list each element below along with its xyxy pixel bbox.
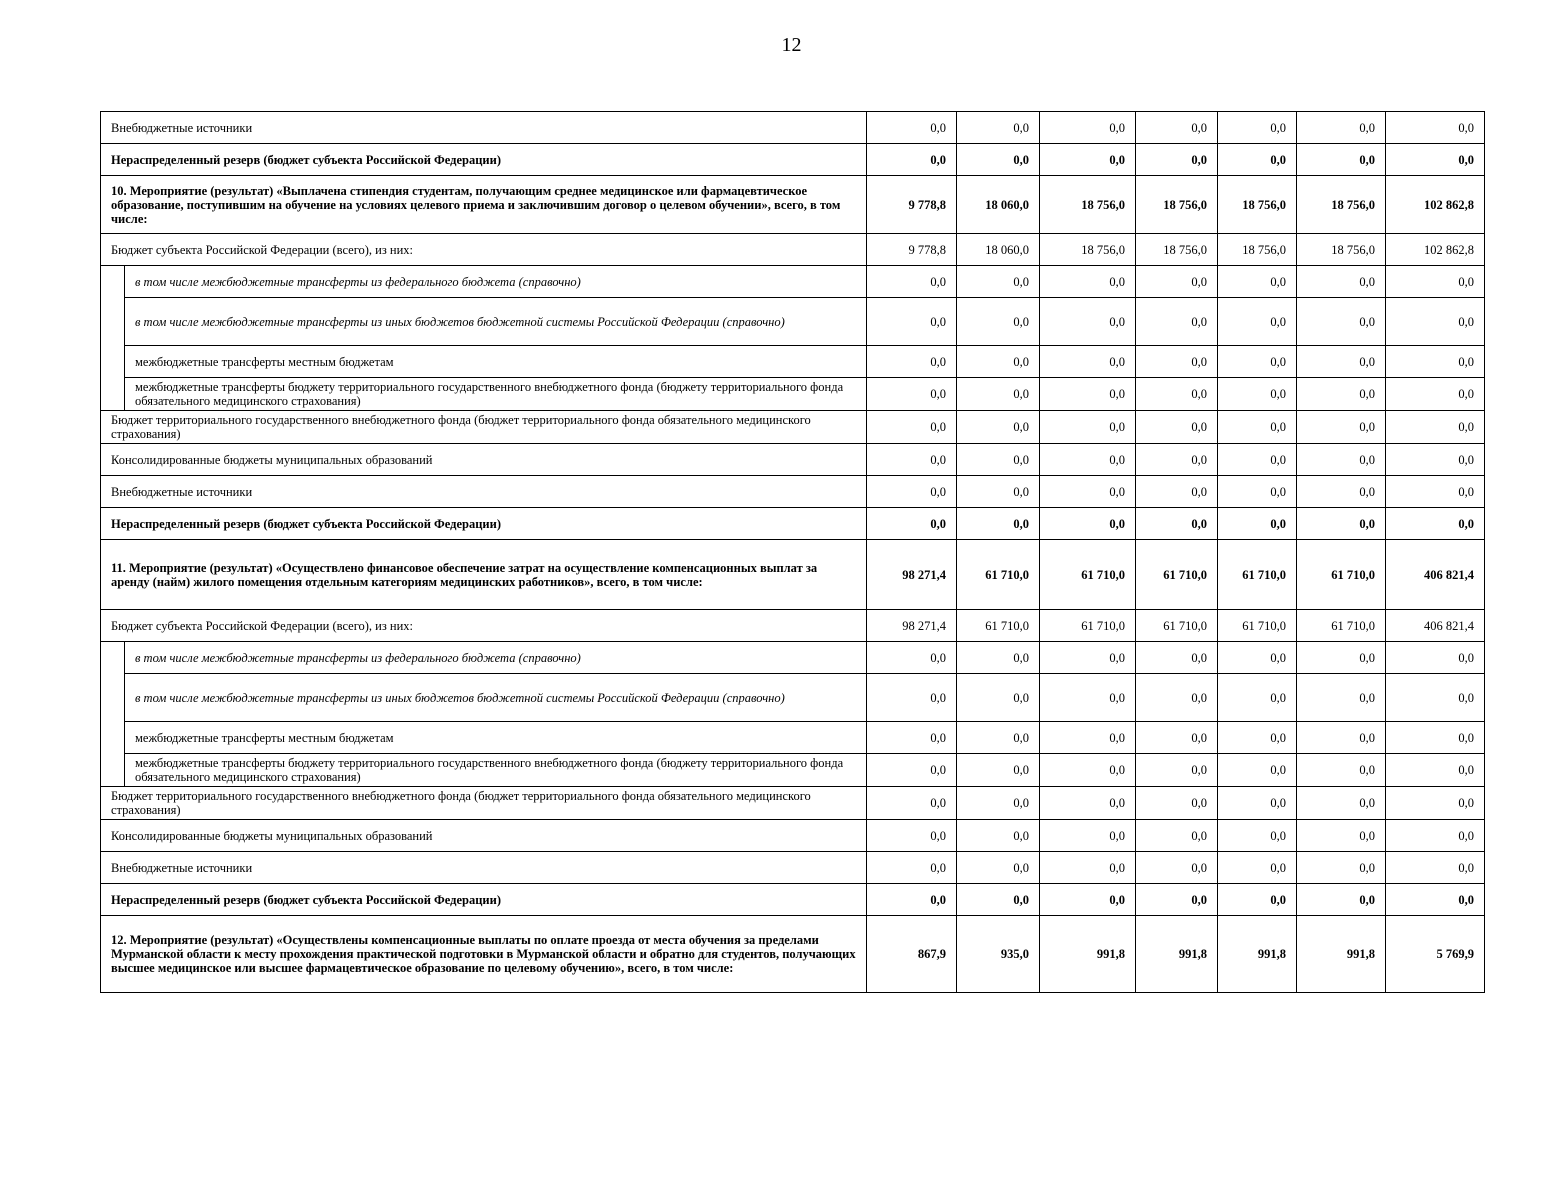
value-cell: 18 060,0 [957, 176, 1040, 234]
table-row [101, 884, 1485, 916]
value-cell: 18 756,0 [1297, 234, 1386, 266]
value-cell: 0,0 [1040, 411, 1136, 444]
table-row [101, 642, 1485, 674]
value-cell: 0,0 [957, 411, 1040, 444]
value-cell: 0,0 [1386, 820, 1485, 852]
value-cell: 0,0 [1297, 266, 1386, 298]
value-cell: 0,0 [1136, 144, 1218, 176]
value-cell: 0,0 [957, 820, 1040, 852]
value-cell: 61 710,0 [1040, 610, 1136, 642]
value-cell: 0,0 [1218, 144, 1297, 176]
value-cell: 61 710,0 [957, 540, 1040, 610]
value-cell: 991,8 [1040, 916, 1136, 993]
value-cell: 0,0 [1040, 112, 1136, 144]
value-cell: 935,0 [957, 916, 1040, 993]
value-cell: 0,0 [1136, 378, 1218, 411]
value-cell: 0,0 [867, 298, 957, 346]
value-cell: 0,0 [867, 787, 957, 820]
value-cell: 18 756,0 [1136, 176, 1218, 234]
value-cell: 0,0 [957, 787, 1040, 820]
value-cell: 0,0 [1297, 298, 1386, 346]
value-cell: 0,0 [1040, 787, 1136, 820]
value-cell: 0,0 [1218, 722, 1297, 754]
value-cell: 0,0 [1218, 298, 1297, 346]
indent-spacer [101, 642, 125, 787]
value-cell: 0,0 [1136, 346, 1218, 378]
value-cell: 0,0 [1136, 266, 1218, 298]
table-row [101, 444, 1485, 476]
table-row [101, 820, 1485, 852]
value-cell: 0,0 [1386, 476, 1485, 508]
value-cell: 0,0 [1040, 378, 1136, 411]
value-cell: 0,0 [957, 444, 1040, 476]
row-label: Бюджет территориального государственного внебюджетного фонда (бюджет территориального фонда обязательного медицинского страхования) [101, 411, 867, 444]
row-label: 12. Мероприятие (результат) «Осуществлены компенсационные выплаты по оплате проезда от места обучения за пределами Мурманской области к месту прохождения практической подготовки в Мурманской области и обратно для студентов, получающих высшее медицинское или высшее фармацевтическое образование по целевому обучению», всего, в том числе: [101, 916, 867, 993]
value-cell: 991,8 [1297, 916, 1386, 993]
table-row [101, 144, 1485, 176]
value-cell: 0,0 [1136, 787, 1218, 820]
value-cell: 0,0 [1136, 820, 1218, 852]
value-cell: 0,0 [1040, 144, 1136, 176]
table-row [101, 852, 1485, 884]
value-cell: 0,0 [957, 266, 1040, 298]
value-cell: 0,0 [1040, 754, 1136, 787]
row-label: в том числе межбюджетные трансферты из федерального бюджета (справочно) [125, 266, 867, 298]
value-cell: 0,0 [957, 298, 1040, 346]
value-cell: 18 756,0 [1218, 176, 1297, 234]
value-cell: 0,0 [1040, 298, 1136, 346]
value-cell: 0,0 [867, 444, 957, 476]
value-cell: 0,0 [1040, 884, 1136, 916]
value-cell: 0,0 [1136, 674, 1218, 722]
table-row [101, 916, 1485, 993]
value-cell: 0,0 [1218, 674, 1297, 722]
value-cell: 0,0 [1386, 378, 1485, 411]
value-cell: 0,0 [1136, 852, 1218, 884]
row-label: Внебюджетные источники [101, 852, 867, 884]
value-cell: 0,0 [1386, 266, 1485, 298]
value-cell: 0,0 [1386, 298, 1485, 346]
value-cell: 102 862,8 [1386, 234, 1485, 266]
value-cell: 0,0 [1218, 884, 1297, 916]
table-row [101, 112, 1485, 144]
table-row [101, 674, 1485, 722]
value-cell: 0,0 [1136, 298, 1218, 346]
value-cell: 0,0 [957, 378, 1040, 411]
value-cell: 18 756,0 [1040, 234, 1136, 266]
table-row [101, 411, 1485, 444]
value-cell: 0,0 [1297, 444, 1386, 476]
value-cell: 0,0 [1136, 884, 1218, 916]
row-label: Внебюджетные источники [101, 476, 867, 508]
value-cell: 0,0 [1386, 444, 1485, 476]
value-cell: 0,0 [1218, 411, 1297, 444]
value-cell: 0,0 [867, 266, 957, 298]
table-row [101, 234, 1485, 266]
value-cell: 991,8 [1218, 916, 1297, 993]
table-row [101, 476, 1485, 508]
row-label: в том числе межбюджетные трансферты из иных бюджетов бюджетной системы Российской Федерации (справочно) [125, 298, 867, 346]
row-label: Нераспределенный резерв (бюджет субъекта Российской Федерации) [101, 884, 867, 916]
indent-spacer [101, 266, 125, 411]
value-cell: 18 756,0 [1218, 234, 1297, 266]
value-cell: 0,0 [1297, 754, 1386, 787]
value-cell: 0,0 [1386, 112, 1485, 144]
value-cell: 0,0 [1218, 346, 1297, 378]
value-cell: 102 862,8 [1386, 176, 1485, 234]
value-cell: 0,0 [957, 642, 1040, 674]
row-label: 11. Мероприятие (результат) «Осуществлено финансовое обеспечение затрат на осуществление компенсационных выплат за аренду (найм) жилого помещения отдельным категориям медицинских работников», всего, в том числе: [101, 540, 867, 610]
value-cell: 0,0 [1386, 674, 1485, 722]
value-cell: 0,0 [957, 476, 1040, 508]
table-row [101, 787, 1485, 820]
table-row [101, 266, 1485, 298]
value-cell: 0,0 [1297, 884, 1386, 916]
value-cell: 0,0 [867, 722, 957, 754]
value-cell: 0,0 [1386, 787, 1485, 820]
value-cell: 0,0 [1386, 346, 1485, 378]
value-cell: 0,0 [1297, 476, 1386, 508]
value-cell: 5 769,9 [1386, 916, 1485, 993]
value-cell: 0,0 [957, 112, 1040, 144]
value-cell: 18 756,0 [1136, 234, 1218, 266]
value-cell: 0,0 [1136, 476, 1218, 508]
value-cell: 0,0 [1040, 346, 1136, 378]
row-label: Внебюджетные источники [101, 112, 867, 144]
value-cell: 0,0 [1297, 674, 1386, 722]
value-cell: 0,0 [1218, 820, 1297, 852]
value-cell: 0,0 [957, 346, 1040, 378]
table-body [101, 112, 1485, 993]
value-cell: 0,0 [1218, 508, 1297, 540]
value-cell: 0,0 [1040, 674, 1136, 722]
value-cell: 9 778,8 [867, 176, 957, 234]
value-cell: 0,0 [1386, 884, 1485, 916]
value-cell: 0,0 [1218, 476, 1297, 508]
row-label: Консолидированные бюджеты муниципальных образований [101, 444, 867, 476]
value-cell: 0,0 [1136, 112, 1218, 144]
value-cell: 0,0 [1218, 852, 1297, 884]
value-cell: 18 060,0 [957, 234, 1040, 266]
value-cell: 0,0 [957, 508, 1040, 540]
value-cell: 0,0 [1218, 642, 1297, 674]
value-cell: 0,0 [1040, 722, 1136, 754]
value-cell: 0,0 [1218, 787, 1297, 820]
value-cell: 0,0 [867, 378, 957, 411]
value-cell: 0,0 [1386, 754, 1485, 787]
value-cell: 406 821,4 [1386, 610, 1485, 642]
value-cell: 0,0 [1136, 508, 1218, 540]
value-cell: 0,0 [867, 411, 957, 444]
value-cell: 0,0 [1136, 444, 1218, 476]
value-cell: 0,0 [1218, 112, 1297, 144]
value-cell: 0,0 [957, 674, 1040, 722]
row-label: в том числе межбюджетные трансферты из иных бюджетов бюджетной системы Российской Федерации (справочно) [125, 674, 867, 722]
value-cell: 0,0 [1297, 642, 1386, 674]
value-cell: 0,0 [957, 852, 1040, 884]
value-cell: 0,0 [1040, 266, 1136, 298]
table-row [101, 722, 1485, 754]
value-cell: 0,0 [1040, 476, 1136, 508]
value-cell: 0,0 [867, 112, 957, 144]
value-cell: 0,0 [1297, 508, 1386, 540]
row-label: Нераспределенный резерв (бюджет субъекта Российской Федерации) [101, 508, 867, 540]
row-label: межбюджетные трансферты бюджету территориального государственного внебюджетного фонда (бюджету территориального фонда обязательного медицинского страхования) [125, 378, 867, 411]
row-label: Консолидированные бюджеты муниципальных образований [101, 820, 867, 852]
value-cell: 0,0 [1040, 852, 1136, 884]
value-cell: 61 710,0 [1136, 540, 1218, 610]
value-cell: 61 710,0 [1297, 540, 1386, 610]
value-cell: 0,0 [1297, 378, 1386, 411]
value-cell: 0,0 [1297, 411, 1386, 444]
value-cell: 18 756,0 [1297, 176, 1386, 234]
row-label: Бюджет территориального государственного внебюджетного фонда (бюджет территориального фонда обязательного медицинского страхования) [101, 787, 867, 820]
row-label: 10. Мероприятие (результат) «Выплачена стипендия студентам, получающим среднее медицинское или фармацевтическое образование, поступившим на обучение на условиях целевого приема и заключившим договор о целевом обучении», всего, в том числе: [101, 176, 867, 234]
table-row [101, 176, 1485, 234]
value-cell: 0,0 [1040, 642, 1136, 674]
value-cell: 0,0 [867, 884, 957, 916]
value-cell: 0,0 [1386, 642, 1485, 674]
value-cell: 867,9 [867, 916, 957, 993]
value-cell: 0,0 [867, 508, 957, 540]
value-cell: 0,0 [1297, 722, 1386, 754]
table-row [101, 540, 1485, 610]
value-cell: 98 271,4 [867, 610, 957, 642]
value-cell: 0,0 [867, 642, 957, 674]
value-cell: 61 710,0 [1136, 610, 1218, 642]
value-cell: 61 710,0 [957, 610, 1040, 642]
value-cell: 0,0 [1040, 508, 1136, 540]
value-cell: 0,0 [867, 674, 957, 722]
table-row [101, 754, 1485, 787]
value-cell: 0,0 [867, 476, 957, 508]
value-cell: 61 710,0 [1040, 540, 1136, 610]
value-cell: 0,0 [1386, 852, 1485, 884]
value-cell: 0,0 [867, 820, 957, 852]
value-cell: 0,0 [1040, 444, 1136, 476]
value-cell: 0,0 [1218, 266, 1297, 298]
value-cell: 0,0 [1297, 820, 1386, 852]
table-row [101, 610, 1485, 642]
value-cell: 0,0 [957, 884, 1040, 916]
row-label: межбюджетные трансферты бюджету территориального государственного внебюджетного фонда (бюджету территориального фонда обязательного медицинского страхования) [125, 754, 867, 787]
value-cell: 0,0 [1218, 754, 1297, 787]
value-cell: 0,0 [1136, 754, 1218, 787]
value-cell: 0,0 [1297, 787, 1386, 820]
value-cell: 61 710,0 [1297, 610, 1386, 642]
value-cell: 18 756,0 [1040, 176, 1136, 234]
value-cell: 0,0 [1218, 444, 1297, 476]
value-cell: 0,0 [1136, 722, 1218, 754]
value-cell: 0,0 [1218, 378, 1297, 411]
value-cell: 0,0 [867, 144, 957, 176]
row-label: межбюджетные трансферты местным бюджетам [125, 722, 867, 754]
value-cell: 0,0 [1386, 144, 1485, 176]
value-cell: 0,0 [957, 722, 1040, 754]
row-label: в том числе межбюджетные трансферты из федерального бюджета (справочно) [125, 642, 867, 674]
value-cell: 0,0 [867, 852, 957, 884]
value-cell: 0,0 [1297, 852, 1386, 884]
value-cell: 0,0 [1386, 508, 1485, 540]
budget-table [100, 111, 1485, 993]
row-label: Бюджет субъекта Российской Федерации (всего), из них: [101, 234, 867, 266]
page-number: 12 [781, 34, 802, 56]
table-row [101, 298, 1485, 346]
row-label: Бюджет субъекта Российской Федерации (всего), из них: [101, 610, 867, 642]
value-cell: 991,8 [1136, 916, 1218, 993]
value-cell: 0,0 [867, 754, 957, 787]
table-row [101, 508, 1485, 540]
value-cell: 0,0 [957, 754, 1040, 787]
value-cell: 0,0 [1297, 346, 1386, 378]
value-cell: 0,0 [1040, 820, 1136, 852]
value-cell: 0,0 [867, 346, 957, 378]
row-label: Нераспределенный резерв (бюджет субъекта Российской Федерации) [101, 144, 867, 176]
value-cell: 0,0 [1297, 112, 1386, 144]
value-cell: 98 271,4 [867, 540, 957, 610]
value-cell: 0,0 [1386, 722, 1485, 754]
value-cell: 0,0 [1386, 411, 1485, 444]
value-cell: 0,0 [957, 144, 1040, 176]
table-row [101, 378, 1485, 411]
row-label: межбюджетные трансферты местным бюджетам [125, 346, 867, 378]
value-cell: 0,0 [1136, 642, 1218, 674]
value-cell: 406 821,4 [1386, 540, 1485, 610]
value-cell: 9 778,8 [867, 234, 957, 266]
value-cell: 0,0 [1136, 411, 1218, 444]
value-cell: 0,0 [1297, 144, 1386, 176]
value-cell: 61 710,0 [1218, 540, 1297, 610]
value-cell: 61 710,0 [1218, 610, 1297, 642]
table-row [101, 346, 1485, 378]
